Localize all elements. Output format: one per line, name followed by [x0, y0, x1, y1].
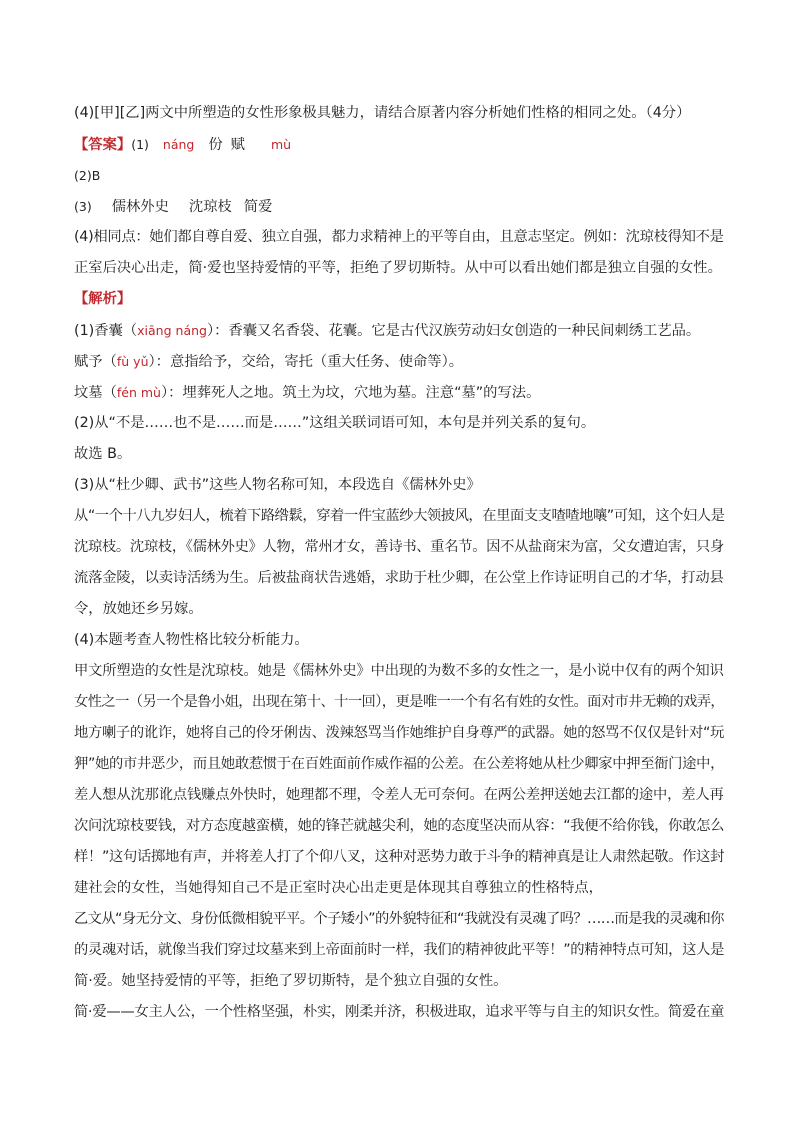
pinyin-xiangnang: xiāng náng [137, 323, 207, 338]
analysis-line-4: (2)从“不是……也不是……而是……”这组关联词语可知，本句是并列关系的复句。 [74, 415, 596, 431]
answer-3-word-1: 儒林外史 [111, 199, 169, 215]
analysis-line-3: 坟墓（fén mù）：埋葬死人之地。筑土为坟，穴地为墓。注意“墓”的写法。 [74, 385, 541, 401]
analysis-line-2: 赋予（fù yǔ）：意指给予，交给，寄托（重大任务、使命等）。 [74, 354, 464, 370]
question-4: (4)[甲][乙]两文中所塑造的女性形象极具魅力，请结合原著内容分析她们性格的相同之处。（4分） [74, 105, 691, 121]
analysis-line-14: 地方喇子的讹诈，她将自己的伶牙俐齿、泼辣怒骂当作她维护自身尊严的武器。她的怒骂不仅仅是针对“玩 [74, 725, 725, 741]
answer-3-word-3: 简爱 [243, 199, 273, 215]
pinyin-fuyu: fù yǔ [116, 354, 149, 369]
answer-3-prefix: (3) [74, 199, 92, 214]
analysis-line-5: 故选 B。 [74, 446, 132, 462]
analysis-line-16: 差人想从沈那讹点钱赚点外快时，她理都不理，令差人无可奈何。在两公差押送她去江都的途中，差人再 [74, 787, 724, 803]
analysis-line-17: 次问沈琼枝要钱，对方态度越蛮横，她的锋芒就越尖利，她的态度坚决而从容：“我便不给你钱，你敢怎么 [74, 818, 725, 834]
analysis-line-20: 乙文从“身无分文、身份低微相貌平平。个子矮小”的外貌特征和“我就没有灵魂了吗？……而是我的灵魂和你 [74, 911, 724, 927]
analysis-line-19: 建社会的女性，当她得知自己不是正室时决心出走更是体现其自尊独立的性格特点， [74, 880, 603, 896]
answer-line-3 [74, 191, 724, 222]
analysis-line-6: (3)从“杜少卿、武书”这些人物名称可知，本段选自《儒林外史》 [74, 477, 481, 493]
document-page [74, 98, 724, 1028]
answer-3-word-2: 沈琼枝 [188, 199, 232, 215]
analysis-line-9: 流落金陵，以卖诗活绣为生。后被盐商状告逃婚，求助于杜少卿，在公堂上作诗证明自己的才华，打动县 [74, 570, 724, 586]
analysis-label: 【解析】 [74, 291, 132, 307]
answer-label: 【答案】 [74, 137, 132, 153]
answer-line-2: (2)B [74, 168, 101, 183]
answer-line-1 [74, 129, 724, 160]
answer-1-pinyin-1: náng [162, 137, 195, 152]
analysis-line-23: 简·爱——女主人公，一个性格坚强，朴实，刚柔并济，积极进取，追求平等与自主的知识女性。简爱在童 [74, 1004, 725, 1020]
analysis-line-1: (1)香囊（xiāng náng）：香囊又名香袋、花囊。它是古代汉族劳动妇女创造的一种民间刺绣工艺品。 [74, 323, 701, 339]
analysis-line-13: 女性之一（另一个是鲁小姐，出现在第十、十一回），更是唯一一个有名有姓的女性。面对市井无赖的戏弄， [74, 694, 725, 710]
answer-4-line-2: 正室后决心出走，简·爱也坚持爱情的平等，拒绝了罗切斯特。从中可以看出她们都是独立自强的女性。 [74, 260, 722, 276]
pinyin-fenmu: fén mù [116, 385, 161, 400]
analysis-line-7: 从“一个十八九岁妇人，梳着下路绺鬏，穿着一件宝蓝纱大领披风，在里面支支喳喳地嚷”可知，这个妇人是 [74, 508, 725, 524]
analysis-line-12: 甲文所塑造的女性是沈琼枝。她是《儒林外史》中出现的为数不多的女性之一，是小说中仅有的两个知识 [74, 663, 724, 679]
analysis-line-15: 狎”她的市井恶少，而且她敢惹惯于在百姓面前作威作福的公差。在公差将她从杜少卿家中押至衙门途中， [74, 756, 725, 772]
analysis-line-18: 样！”这句话掷地有声，并将差人打了个仰八叉，这种对恶势力敢于斗争的精神真是让人肃然起敬。作这封 [74, 849, 725, 865]
answer-1-word-2: 份 [208, 137, 223, 153]
analysis-line-22: 简·爱。她坚持爱情的平等，拒绝了罗切斯特，是个独立自强的女性。 [74, 973, 508, 989]
answer-1-word-3: 赋 [230, 137, 245, 153]
answer-1-pinyin-4: mù [270, 137, 292, 152]
analysis-line-21: 的灵魂对话，就像当我们穿过坟墓来到上帝面前时一样，我们的精神彼此平等！”的精神特点可知，这人是 [74, 942, 725, 958]
analysis-line-8: 沈琼枝。沈琼枝，《儒林外史》人物，常州才女，善诗书、重名节。因不从盐商宋为富，父女遭迫害，只身 [74, 539, 724, 555]
answer-1-prefix: (1) [131, 137, 149, 152]
answer-4-line-1: (4)相同点：她们都自尊自爱、独立自强，都力求精神上的平等自由，且意志坚定。例如：沈琼枝得知不是 [74, 229, 724, 245]
analysis-line-10: 令，放她还乡另嫁。 [74, 601, 203, 617]
analysis-line-11: (4)本题考查人物性格比较分析能力。 [74, 632, 309, 648]
